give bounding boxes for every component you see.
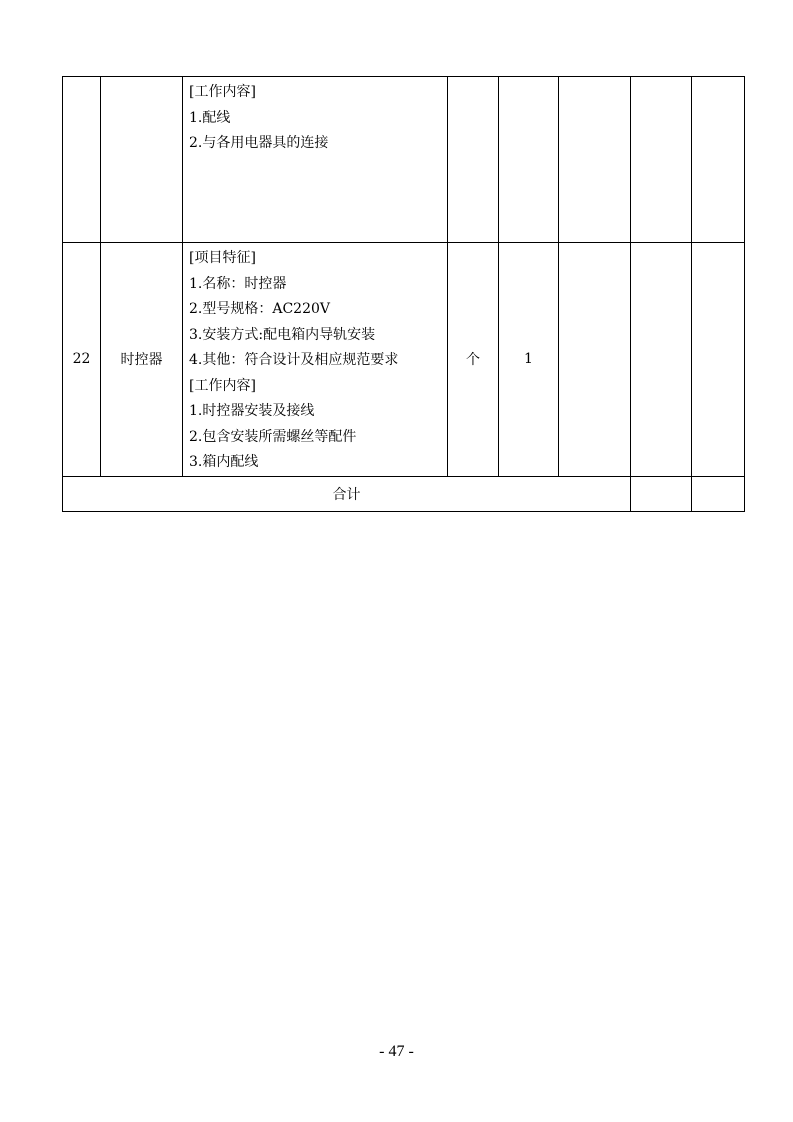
description-line: [工作内容]: [189, 377, 256, 394]
description-line: [项目特征]: [189, 250, 256, 266]
total-value-cell: [692, 476, 745, 511]
total-label: 合计: [63, 476, 631, 511]
unit-cell: 个: [448, 243, 499, 477]
description-line: 1.时控器安装及接线: [189, 403, 315, 419]
description-line: 2.与各用电器具的连接: [189, 135, 329, 151]
description-line: 3.箱内配线: [189, 454, 259, 470]
item-description-cell: [183, 243, 448, 477]
empty-cell: [692, 77, 745, 243]
total-value-cell: [631, 476, 692, 511]
item-name-cell: 时控器: [101, 243, 183, 477]
empty-cell: [631, 77, 692, 243]
row-number-cell: [63, 77, 101, 243]
empty-cell: [559, 77, 631, 243]
description-line: 1.名称：时控器: [189, 275, 287, 292]
unit-cell: [448, 77, 499, 243]
quantity-cell: [499, 77, 559, 243]
total-row: [63, 476, 745, 511]
description-line: 1.配线: [189, 109, 231, 126]
quantity-cell: 1: [499, 243, 559, 477]
description-line: [工作内容]: [189, 84, 256, 100]
description-line: 3.安装方式:配电箱内导轨安装: [189, 326, 376, 343]
item-description-cell: [183, 77, 448, 243]
description-line: 2.型号规格：AC220V: [189, 301, 331, 317]
empty-cell: [631, 243, 692, 477]
empty-cell: [692, 243, 745, 477]
page-number: - 47 -: [379, 1043, 414, 1060]
table-row: [63, 243, 745, 477]
description-line: 4.其他：符合设计及相应规范要求: [189, 352, 399, 368]
description-line: 2.包含安装所需螺丝等配件: [189, 428, 357, 445]
table-row: [63, 77, 745, 243]
row-number-cell: 22: [63, 243, 101, 477]
bill-of-quantities-table: [62, 76, 745, 512]
empty-cell: [559, 243, 631, 477]
item-name-cell: [101, 77, 183, 243]
